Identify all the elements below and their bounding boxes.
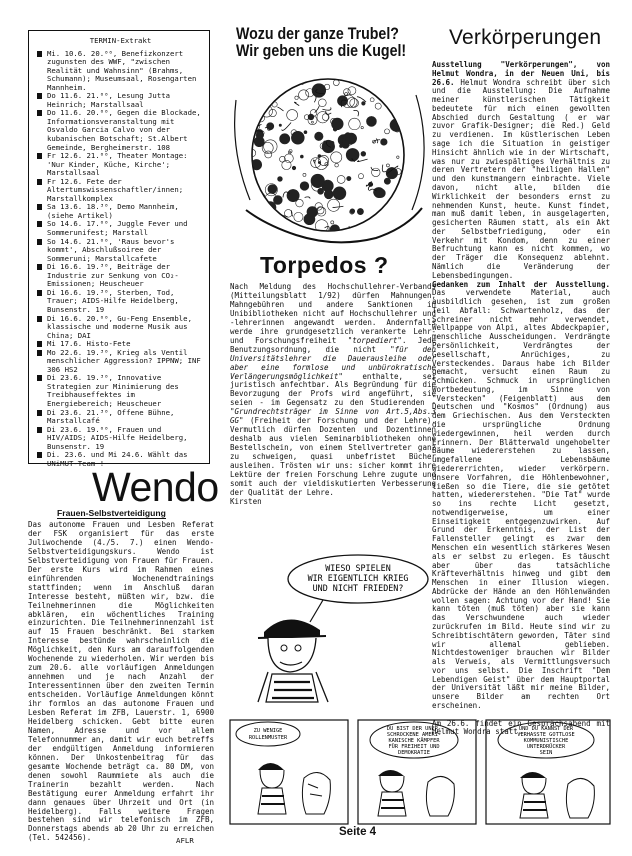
termin-event [37,374,204,408]
termin-event [37,50,204,93]
bullet-square-icon [37,179,42,185]
termin-event-text: Do 11.6. 21.⁰⁰, Lesung Jutta Heinrich; Marstallsaal [47,91,171,109]
cartoon-bubble-line-3: UND NICHT FRIEDEN? [312,583,404,593]
termin-box [28,30,210,468]
strip-panel3-line-5: SEIN [539,750,553,756]
verk-subheading: Gedanken zum Inhalt der Ausstellung. [432,279,610,289]
torpedos-text-4: (Freiheit der Forschung und der Lehre). Vermutlich dürfen Dozenten und Dozentinnen deshalb aus vielen Seminarbibliotheken ohne Bestellschein, von einem Stellvertreter ganz zu schweigen, quasi unbefristet Bücher ausleihen. Trösten wir uns: sicher kommt ihre Lektüre der freien Forschung Lehre zugute und somit auch der vieldiskutierten Verbesserung der Qualität der Lehre. [230,416,436,497]
termin-event-text: Mi. 10.6. 20.⁰⁰, Benefizkonzert zugunsten des WWF, "zwischen Realität und Wahnsinn" (Brahms, Schumann); Museumsaal, Rosengarten Mannheim. [47,48,197,92]
strip-panel1-line-2: ROLLENMUSTER [248,735,288,741]
strip-panel2-line-5: DEMOKRATIE [398,750,430,756]
termin-event-text: Di 23.6. 19.⁰⁰, Frauen und HIV/AIDS; AIDS-Hilfe Heidelberg, Bunsenstr. 19 [47,424,188,451]
termin-event [37,409,204,426]
termin-event [37,263,204,289]
wendo-title: Wendo [92,464,219,510]
termin-heading: TERMIN-Extrakt [89,36,152,45]
strip-panel3-line-1: UND DU KANNST DER [518,726,574,732]
termin-event [37,152,204,178]
termin-event-text: Fr 12.6. Fete der Altertumswissenschaftler/innen; Marstallkomplex [47,176,184,203]
verk-closing: Am 26.6. findet ein Gesprächsabend mit Helmut Wondra statt. [432,718,610,737]
termin-event [37,203,204,220]
verk-body [432,61,610,737]
termin-event-text: Di. 23.6. und Mi 24.6. Wählt das UNiMUT-Team ! [47,450,188,468]
strip-panel2-line-3: KANISCHE KÄMPFER [388,738,440,744]
termin-event-text: Do 11.6. 20.⁰⁰, Gegen die Blockade, Informationsveranstaltung mit Osvaldo Garcia Calvo von der kubanischen Botschaft; St.Albert Gemeinde, Bergheimerstr. 108 [47,108,201,152]
bullet-square-icon [37,93,42,99]
strip-panel2-line-1: DU BIST DER UNER- [386,726,442,732]
termin-event [37,109,204,152]
verk-lead: Ausstellung "Verkörperungen", von Helmut Wondra, in der Neuen Uni, bis 26.6. [432,60,610,87]
bullet-square-icon [37,316,42,322]
termin-event-text: Di 23.6. 21.³⁰, Offene Bühne, Marstallcafé [47,407,175,426]
cartoon-bubble-line-1: WIESO SPIELEN [325,563,391,573]
termin-event-text: Di 16.6. 19.³⁰, Beiträge der Industrie zur Senkung von CO₂-Emissionen; Heuscheuer [47,262,179,289]
termin-event [37,426,204,452]
moon-illustration [226,60,436,250]
bullet-square-icon [37,153,42,159]
termin-event-text: So 14.6. 17.⁰⁰, Juggle Fever und Sommerunifest; Marstall [47,219,188,238]
torpedos-text-1: Nach Meldung des Hochschullehrer-Verbands (Mitteilungsblatt 1/92) dürfen Mahnungen, Mahngebühren und andere Sanktionen in Unibibliotheken nicht auf Hochschullehrer und -lehrerinnen angewandt werden. Andernfalls werde ihre grundgesetzlich verankerte Lehr- und Forschungsfreiheit [230,282,436,345]
calvin-cartoon [228,552,438,704]
bullet-square-icon [37,239,42,245]
termin-list [37,50,204,469]
strip-panel1-line-1: ZU WENIGE [253,728,283,734]
torpedos-title: Torpedos ? [260,252,389,278]
termin-event [37,315,204,341]
bullet-square-icon [37,110,42,116]
termin-event [37,92,204,109]
termin-event-text: Di 16.6. 20.⁰⁰, Gu-Feng Ensemble, klassische und moderne Musik aus China; DAI [47,313,192,340]
termin-event [37,178,204,204]
strip-panel3-line-4: UNTERDRÜCKER [526,744,566,750]
termin-event [37,349,204,375]
termin-event-text: Mo 22.6. 19.³⁰, Krieg als Ventil menschlicher Aggression? IPPNW; INF 306 HS2 [47,347,201,374]
bullet-square-icon [37,375,42,381]
wendo-body: Das autonome Frauen und Lesben Referat der FSK organisiert für das erste Juliwochende (4./5. 7.) einen Wendo-Selbstverteidigungskurs. Wendo ist Selbstverteidigung von Frauen für Frauen. Der erste Kurs wird im Rahmen eines einführenden Wochenendtrainings stattfinden; wenn im Anschluß daran Interesse besteht, müßten wir, bzw. die Teilnehmerinnen die Möglichkeiten abklären, ein wöchentliches Training einzurichten. Die Teilnehmerinnenzahl ist auf 15 Frauen beschränkt. Bei starkem Interesse bestünde wahrscheinlich die Möglichkeit, den Kurs am darauffolgenden Wochenende zu wiederholen. Wir werden bis zum 20.6. alle vorläufigen Anmeldungen annehmen und je nach Anzahl der Interessentinnen über den zweiten Termin entscheiden. Vorläufige Anmeldungen könnt ihr formlos an das autonome Frauen und Lesben Referat im ZFB, Lauerstr. 1, 6900 Heidelberg schicken. Gebt bitte euren Namen, Adresse und vor allem Telefonnummer an, damit wir euch betreffs der endgültigen Anmeldung informieren können. Der Unkostenbeitrag für das gesamte Wochende beträgt ca. 80 DM, von denen sowohl Raummiete als auch die Trainerin bezahlt werden. Nach Bestätigung eurer Anmeldung erfahrt ihr dann genaues über Uhrzeit und Ort (in Heidelberg). Falls weitere Fragen bestehen sind wir telefonisch im ZFB, Donnerstags abends ab 20 Uhr zu erreichen (Tel. 542456). [28,520,214,843]
strip-panel3-line-2: VERHASSTE GOTTLOSE [517,732,575,738]
wendo-subtitle: Frauen-Selbstverteidigung [57,508,166,518]
bullet-square-icon [37,290,42,296]
headline-line-1: Wozu der ganze Trubel? [236,25,399,43]
termin-event-text: Di 23.6. 19.³⁰, Innovative Strategien zur Minimierung des Treibhauseffektes im Energiebereich; Heuscheuer [47,373,179,408]
torpedos-quote-2: "für den Universitätslehrer die Dauerausleihe oder aber eine formlose und unbürokratische Verlängerungsmöglichkeit" [230,344,436,381]
termin-event [37,238,204,264]
verk-text-2: Das verwendete Material, auch ausbildlich gesehen, ist zum großen Teil Abfall: Schwartenholz, das der Schreiner nicht mehr verwendet, Wellpappe von Alpi, altes Abdeckpapier, menschliche Ausscheidungen. Verdrängte Persönlichkeit, Verdrängtes der Gesellschaft, Anrüchiges, zu Versteckendes. Daraus habe ich Bilder gemacht, versucht einen Raum zu Schmücken. Schmuck in ursprünglichen Wortbedeutung, im Sinne von "Verstecken" (Feigenblatt) aus dem Deutschen und "Kosmos" (Ordnung) aus dem Griechischen. Aus dem Versteckten die ursprüngliche Ordnung wiedergewinnen, heil werden durch Erinnern. Der Blätterwald ungehobelter Bäume wiedererstehen zu lassen, umgefallene Lebensbäume wiedererrichten, wieder verkörpern. Unsere Vorfahren, die Höhlenbewohner, ließen so die Tiere, die sie getötet hatten, wiedererstehen. "Die Tat" wurde so ins rechte Licht gesetzt, notwendigerweise, um einer Einseitigkeit entgegenzuwirken. Auf Grund der Erkenntnis, der List der Fallensteller gelingt es zwar dem Menschen ein wesentlich stärkeres Wesen als er selbst zu erlegen. Es täuscht aber über das tatsächliche Kräfteverhältnis hinweg und gibt dem Menschen in einer Illusion wiegen. Abdrücke der Hände an den Höhlenwänden wollen sagen: Achtung vor der Hand! Sie kann töten (muß töten) aber sie kann das Verschwundene auch wieder zurückrufen im Bild. Heute sind wir zu Schreibtischtätern geworden, Täter sind wir allemal geblieben. Nichtdestoweniger brauchen wir Bilder als Verweis, als Vermittlungsversuch vor uns selbst. Die Inschrift "Dem Lebendigen Geist" über dem Hauptportal der Universität läßt mir meine Bilder, unsere Bilder am rechten Ort erscheinen. [432,288,610,711]
headline-line-2: Wir geben uns die Kugel! [236,42,407,60]
strip-panel2-line-4: FÜR FREIHEIT UND [388,744,440,750]
page-number: Seite 4 [339,826,377,838]
wendo-signature: AFLR [176,836,194,845]
torpedos-body [230,283,436,507]
bullet-square-icon [37,264,42,270]
termin-event-text: So 14.6. 21.⁰⁰, 'Raus bevor's kommt', Abschlußsoiree der Sommeruni; Marstallcafete [47,236,175,263]
termin-event-text: Mi 17.6. Histo-Fete [47,339,131,349]
bullet-square-icon [37,350,42,356]
strip-panel3-line-3: KOMMUNISTISCHE [523,738,569,744]
bullet-square-icon [37,51,42,57]
termin-event [37,289,204,315]
bullet-square-icon [37,341,42,347]
strip-panel2-line-2: SCHROCKENE AMERI- [386,732,442,738]
verk-text-1: Helmut Wondra schreibt über sich und die Ausstellung: Die Aufnahme meiner künstlerischen Tätigkeit bedeutete für mich einen gewollten Abschied durch Gestaltung ( er war zuvor Grafik-Designer; die Red.) Geld zu verdienen. Im küstlerischen Leben sage ich die Situation in geistiger Hinsicht ähnlich wie in der Wirtschaft, was nur zu zwiespältiges Verhältnis zu deren Vertretern der "heiligen Hallen" und den kunstmangern einbrachte. Viele davon, nicht alle, bilden die Wirklichkeit der besonders ernst zu nehmenden Kunst, heute. Kunst findet, man muß damit leben, in ausgelagerten, gesicherten Räumen statt, als ein Akt der Selbstbefriedigung, oder ein Verkehr mit Kondom, denn zu einer Befruchtung kann es nicht kommen, wo der Träger die Konsequenz ablehnt. Nämlich die Veränderung der Lebensbedingungen. [432,77,610,280]
bullet-square-icon [37,427,42,433]
termin-event-text: Sa 13.6. 18.³⁰, Demo Mannheim, (siehe Artikel) [47,202,179,220]
termin-event [37,220,204,237]
torpedos-quote-1: "torpediert" [347,335,402,345]
torpedos-quote-3: "Grundrechtsträger im Sinne von Art.5,Abs.3 GG" [230,407,436,426]
termin-event-text: Di 16.6. 19.³⁰, Sterben, Tod, Trauer; AIDS-Hilfe Heidelberg, Bunsenstr. 19 [47,287,179,314]
torpedos-text-3: enthalte, sei juristisch anfechtbar. Als Begründung für die Bevorzugung der Profs wird angeführt, sie seien - im Gegensatz zu den Studierenden - [230,371,436,408]
bullet-square-icon [37,221,42,227]
cartoon-bubble-line-2: WIR EIGENTLICH KRIEG [307,573,409,583]
torpedos-author: Kirsten [230,496,262,506]
bullet-square-icon [37,410,42,416]
termin-event-text: Fr 12.6. 21.⁰⁰, Theater Montage: 'Nur Kinder, Küche, Kirche'; Marstallsaal [47,151,188,178]
bullet-square-icon [37,452,42,458]
bullet-square-icon [37,204,42,210]
verk-title: Verkörperungen [449,26,602,49]
torpedos-text-2: . Jede Benutzungsordnung, die nicht [230,335,436,354]
